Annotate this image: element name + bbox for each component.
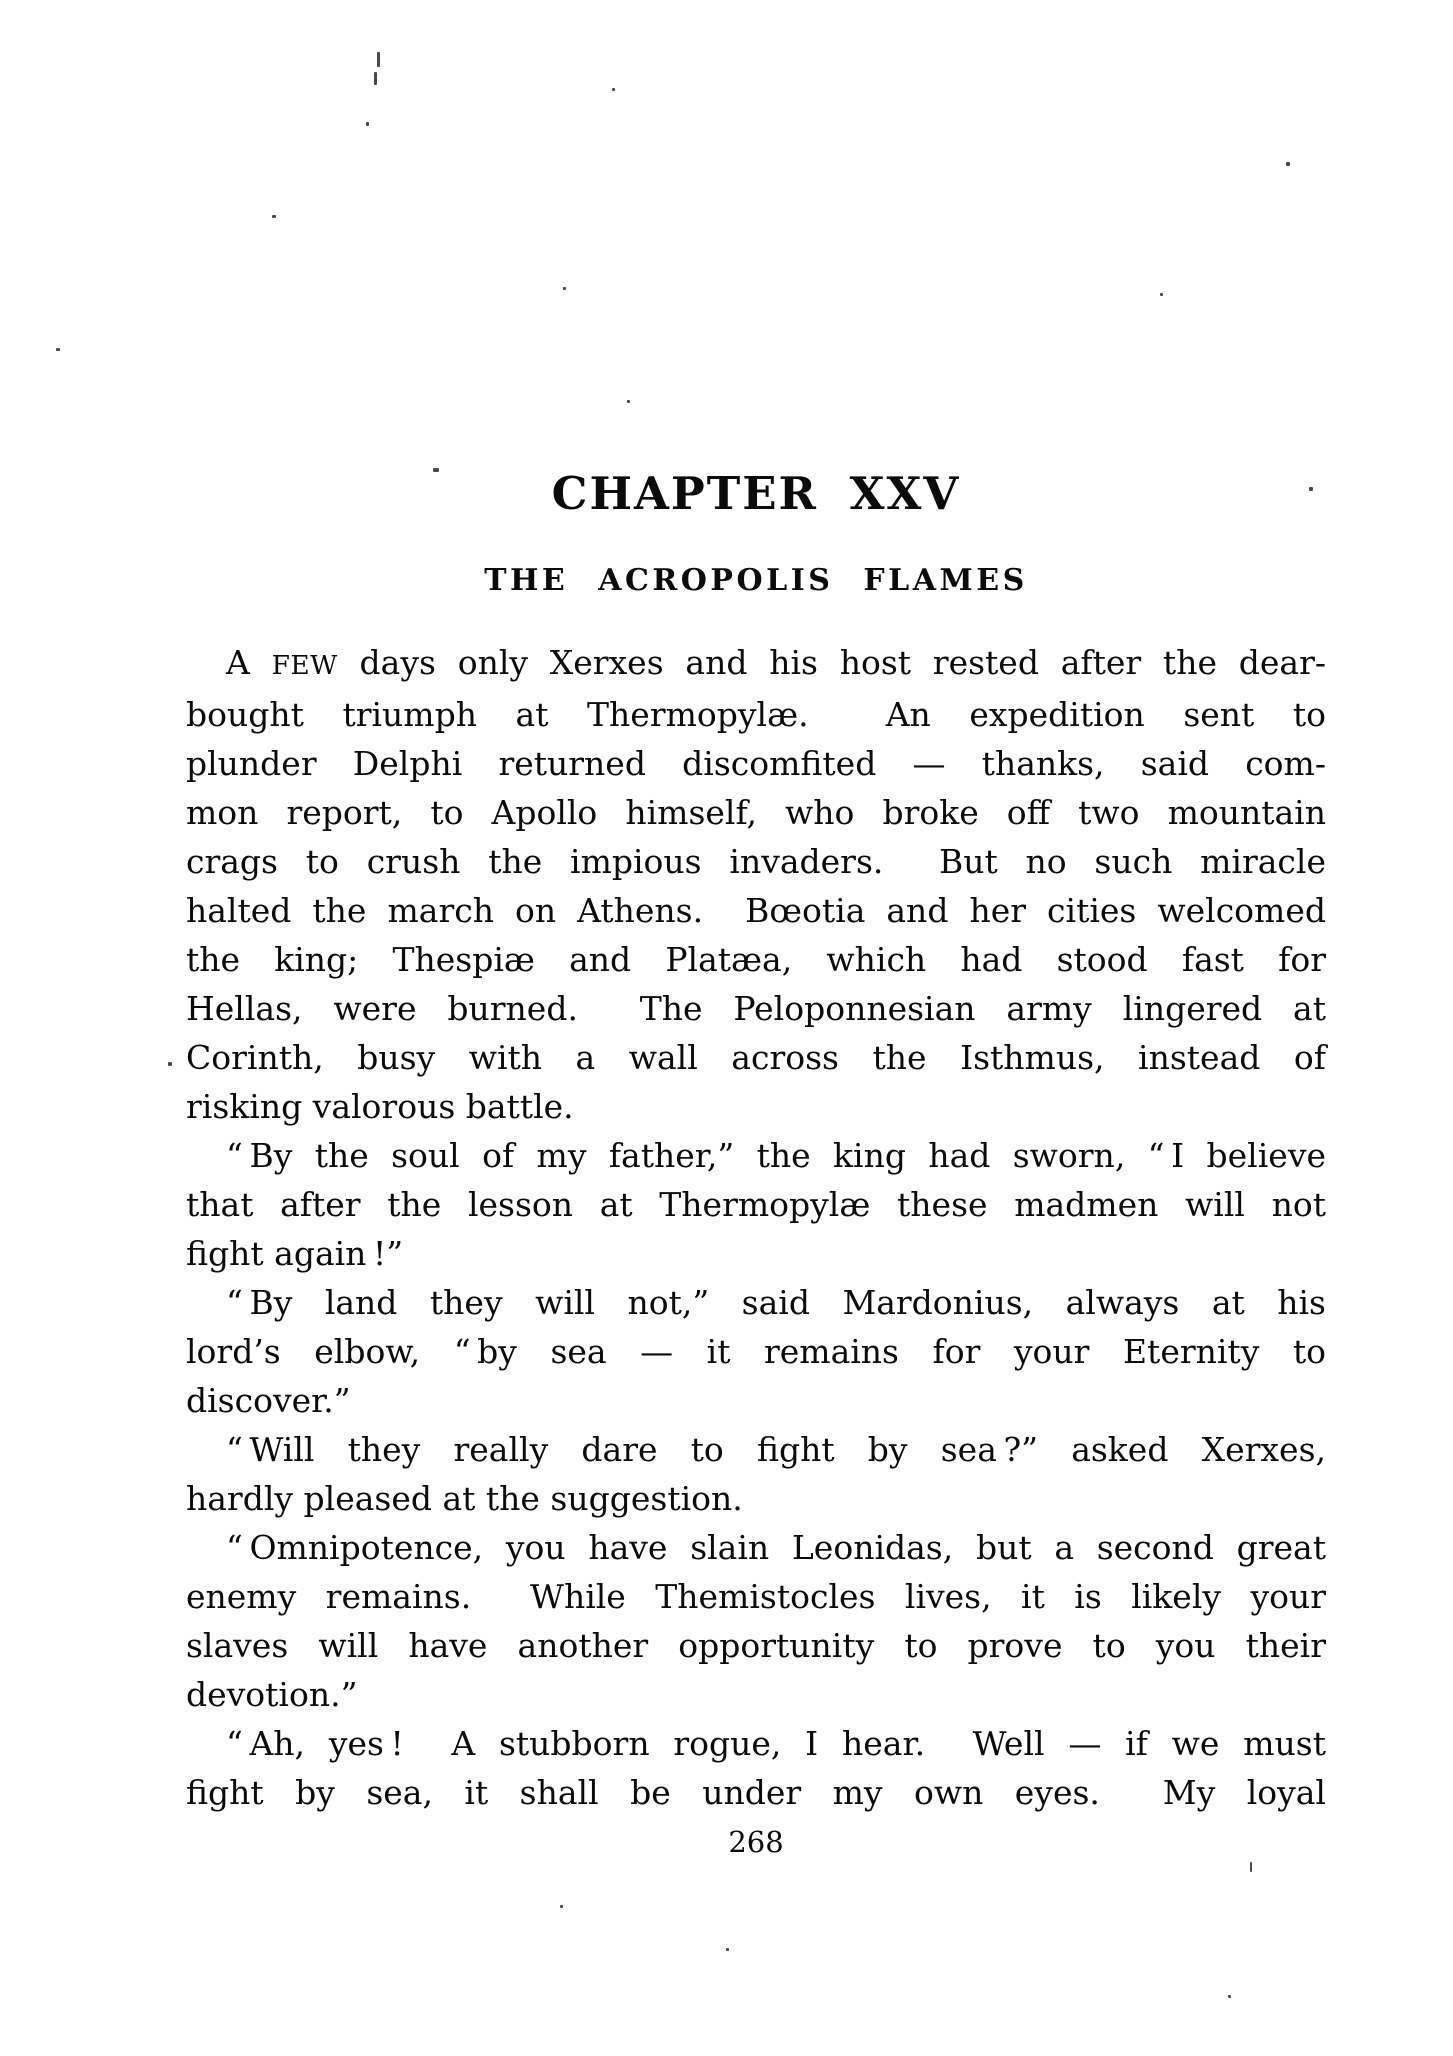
scan-speck (168, 1062, 172, 1066)
text-line: devotion.” (186, 1675, 358, 1714)
scan-speck (366, 122, 369, 126)
text-line: that after the lesson at Thermopylæ these madmen will not (186, 1185, 1326, 1224)
text-line: risking valorous battle. (186, 1087, 574, 1126)
text-line: Corinth, busy with a wall across the Isthmus, instead of (186, 1038, 1326, 1077)
text-line: fight by sea, it shall be under my own eyes. My loyal (186, 1773, 1326, 1812)
scan-speck (377, 52, 380, 67)
text-line: the king; Thespiæ and Platæa, which had stood fast for (186, 940, 1326, 979)
scan-speck (56, 348, 60, 351)
scan-speck (1286, 162, 1290, 166)
page-number: 268 (728, 1825, 784, 1859)
text-line: slaves will have another opportunity to prove to you their (186, 1626, 1326, 1665)
text-line: discover.” (186, 1381, 351, 1420)
scan-speck (374, 72, 377, 85)
text-line: “ By the soul of my father,” the king had sworn, “ I believe (226, 1136, 1326, 1175)
scan-speck (563, 287, 566, 290)
scan-speck (1309, 487, 1313, 491)
text-line: halted the march on Athens. Bœotia and her cities welcomed (186, 891, 1326, 930)
chapter-subtitle: THE ACROPOLIS FLAMES (484, 563, 1028, 598)
scan-speck (726, 1948, 729, 1951)
text-line: crags to crush the impious invaders. But no such miracle (186, 842, 1326, 881)
chapter-heading: CHAPTER XXV (551, 467, 961, 520)
text-line: “ Will they really dare to fight by sea ?” asked Xerxes, (226, 1430, 1326, 1469)
text-line: enemy remains. While Themistocles lives, it is likely your (186, 1577, 1326, 1616)
text-line: “ By land they will not,” said Mardonius, always at his (226, 1283, 1326, 1322)
text-line: fight again !” (186, 1234, 404, 1273)
scan-speck (1228, 1995, 1231, 1998)
scan-speck (612, 88, 615, 91)
text-line: “ Ah, yes ! A stubborn rogue, I hear. Well — if we must (226, 1724, 1326, 1763)
scan-speck (433, 468, 439, 472)
scan-speck (1160, 293, 1163, 296)
text-line: hardly pleased at the suggestion. (186, 1479, 743, 1518)
text-line: lord’s elbow, “ by sea — it remains for your Eternity to (186, 1332, 1326, 1371)
text-line: “ Omnipotence, you have slain Leonidas, but a second great (226, 1528, 1326, 1567)
scan-speck (272, 215, 276, 218)
body-text (186, 638, 1326, 1817)
scan-speck (627, 400, 630, 403)
text-line: plunder Delphi returned discomfited — thanks, said com- (186, 744, 1326, 783)
scan-speck (560, 1905, 563, 1908)
text-line: A FEW days only Xerxes and his host rested after the dear- (226, 643, 1326, 682)
small-caps-text: FEW (271, 650, 338, 681)
text-line: Hellas, were burned. The Peloponnesian army lingered at (186, 989, 1326, 1028)
scan-speck (1250, 1862, 1252, 1872)
text-line: mon report, to Apollo himself, who broke off two mountain (186, 793, 1326, 832)
text-line: bought triumph at Thermopylæ. An expedition sent to (186, 695, 1326, 734)
